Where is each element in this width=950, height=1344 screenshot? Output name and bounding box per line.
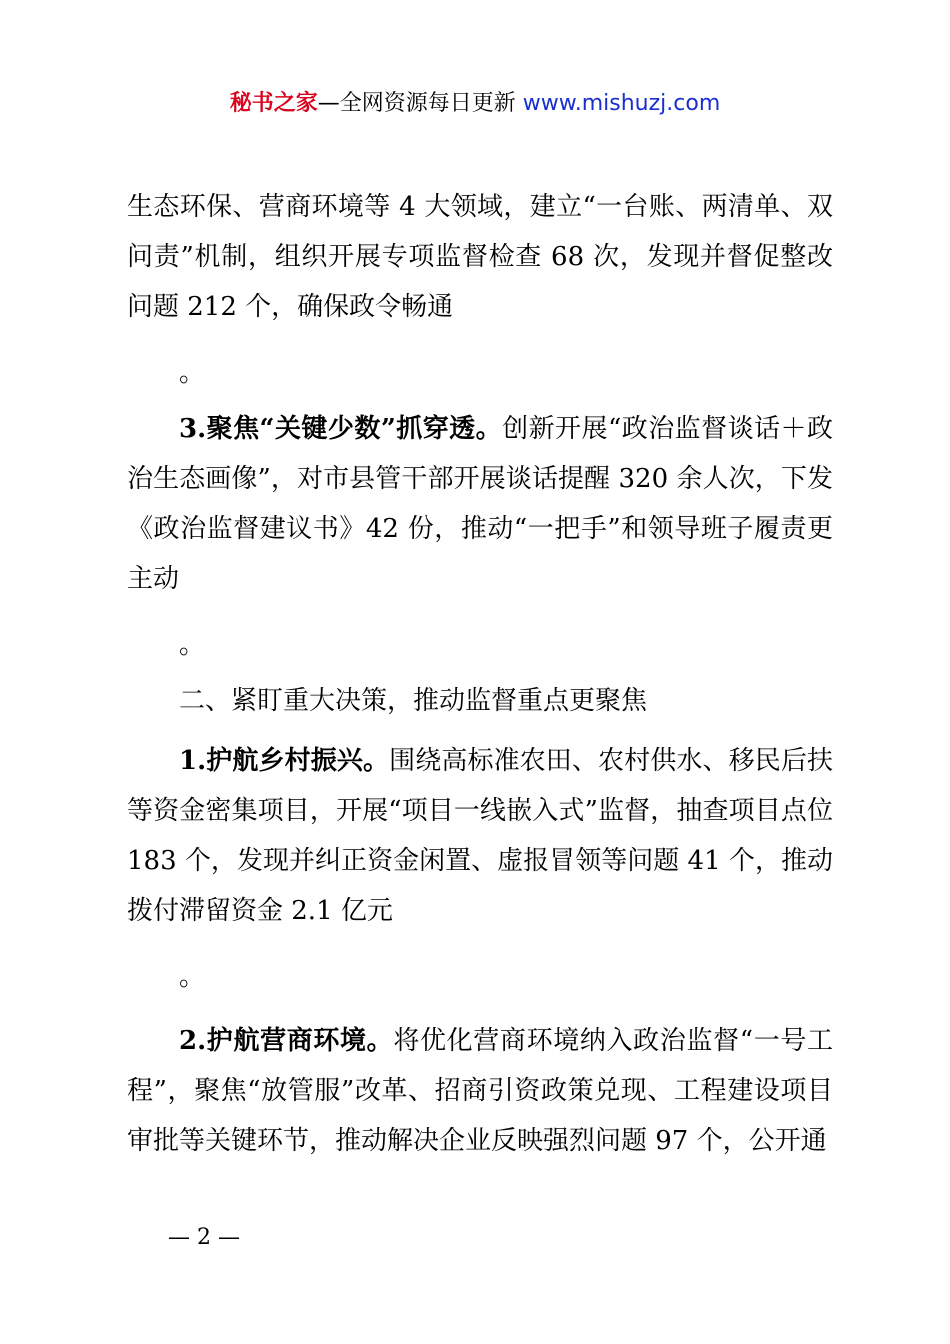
header-slogan: —全网资源每日更新: [317, 91, 516, 116]
section-heading-2: 二、紧盯重大决策，推动监督重点更聚焦: [179, 686, 648, 716]
site-name: 秘书之家: [229, 91, 318, 116]
paragraph-3-text: 围绕高标准农田、农村供水、移民后扶等资金密集项目，开展“项目一线嵌入式”监督，抽查项目点位 183 个，发现并纠正资金闲置、虚报冒领等问题 41 个，推动拨付滞留资金 2.1 亿元: [127, 746, 833, 926]
paragraph-2-text: 创新开展“政治监督谈话＋政治生态画像”，对市县管干部开展谈话提醒 320 余人次，下发《政治监督建议书》42 份，推动“一把手”和领导班子履责更主动: [127, 414, 833, 594]
paragraph-3-lead: 1.护航乡村振兴。: [179, 746, 390, 776]
page-number: — 2 —: [168, 1225, 240, 1250]
paragraph-4-text: 将优化营商环境纳入政治监督“一号工程”，聚焦“放管服”改革、招商引资政策兑现、工程建设项目审批等关键环节，推动解决企业反映强烈问题 97 个，公开通: [127, 1026, 833, 1156]
paragraph-2-end: 。: [179, 630, 206, 660]
document-body: [127, 182, 833, 1166]
site-url-link[interactable]: www.mishuzj.com: [522, 91, 721, 116]
paragraph-4: [127, 1016, 833, 1166]
page-header: [0, 86, 950, 122]
paragraph-3-end: 。: [179, 962, 206, 992]
paragraph-2: [127, 404, 833, 604]
paragraph-4-lead: 2.护航营商环境。: [179, 1026, 394, 1056]
paragraph-3: [127, 736, 833, 936]
paragraph-1-end: 。: [179, 358, 206, 388]
paragraph-2-lead: 3.聚焦“关键少数”抓穿透。: [179, 414, 503, 444]
paragraph-1: 生态环保、营商环境等 4 大领域，建立“一台账、两清单、双问责”机制，组织开展专项监督检查 68 次，发现并督促整改问题 212 个，确保政令畅通: [127, 192, 833, 322]
